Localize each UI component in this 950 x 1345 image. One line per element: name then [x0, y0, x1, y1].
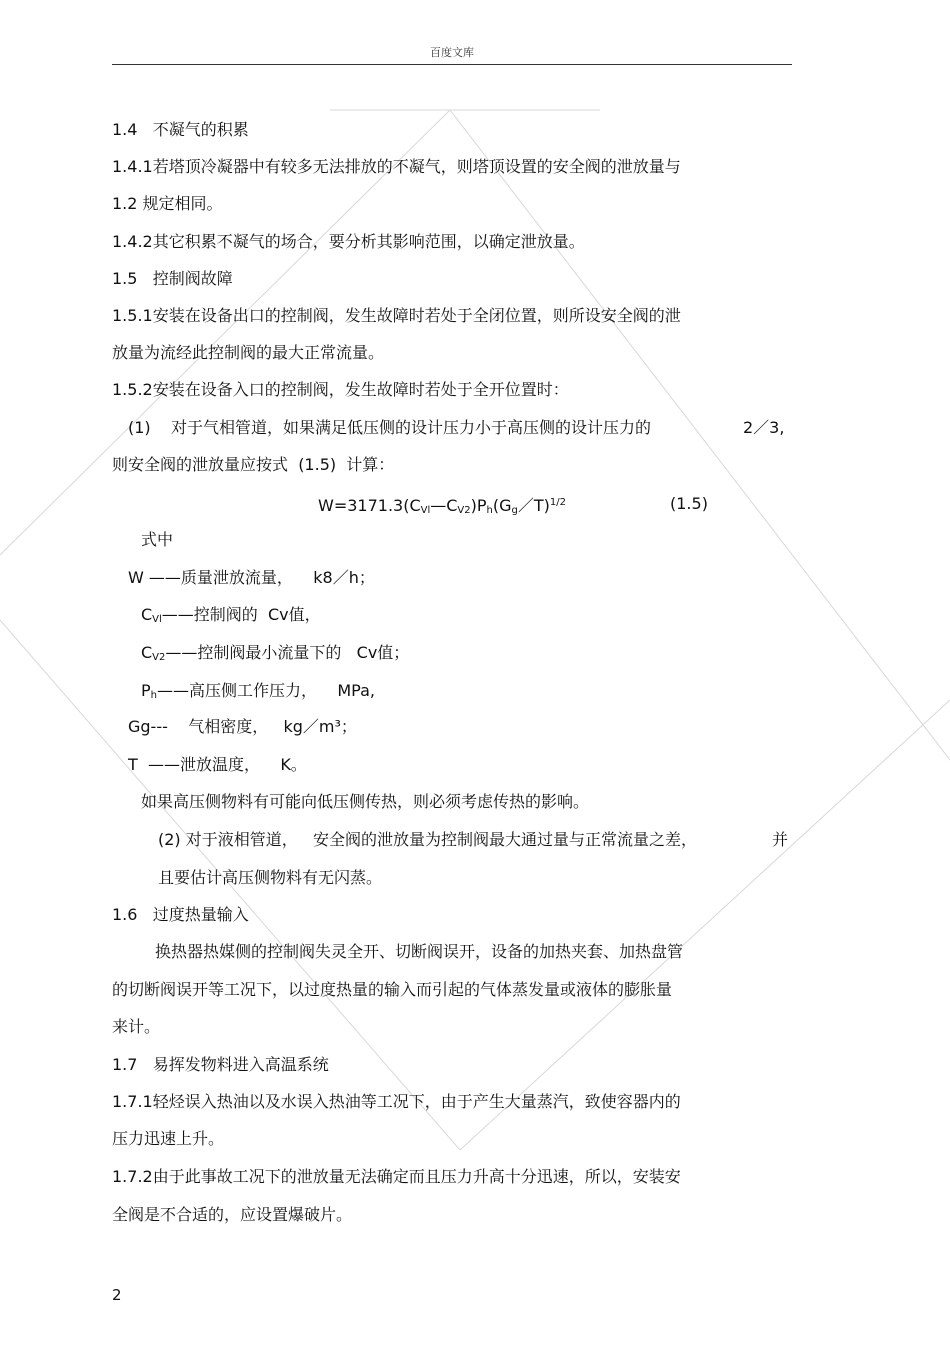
unit: Cv值， — [267, 605, 321, 624]
paragraph-1-5-2 — [112, 380, 569, 400]
item-2-line2: 且要估计高压侧物料有无闪蒸。 — [158, 868, 383, 887]
item-1-line2 — [112, 455, 394, 475]
section-heading-1-6 — [112, 905, 249, 925]
paragraph-1-6-line1: 换热器热媒侧的控制阀失灵全开、切断阀误开，设备的加热夹套、加热盘管 — [155, 942, 684, 961]
unit: kg／m³； — [283, 717, 357, 736]
symbol: C — [141, 605, 153, 624]
item-number: (1) — [128, 418, 151, 437]
item-1-line1 — [128, 418, 651, 438]
clause-number: 1.5.1 — [112, 306, 153, 325]
formula-part: W=3171.3(C — [318, 496, 421, 515]
formula-part: (G — [492, 496, 512, 515]
equation-number: (1.5) — [670, 494, 708, 513]
symbol: T — [128, 755, 138, 774]
clause-text: 其它积累不凝气的场合，要分析其影响范围，以确定泄放量。 — [152, 232, 585, 251]
symbol: W — [128, 568, 144, 587]
definition-text: ——质量泄放流量， — [148, 568, 293, 587]
symbol: Gg--- — [128, 717, 168, 736]
section-heading-1-4 — [112, 120, 249, 140]
symbol-subscript: h — [150, 690, 157, 701]
definition-ph — [141, 681, 375, 701]
clause-number: 1.4.2 — [112, 232, 153, 251]
section-number: 1.5 — [112, 269, 138, 288]
definition-t — [128, 755, 307, 775]
definition-text: ——控制阀最小流量下的 — [165, 643, 342, 662]
clause-text: 安装在设备入口的控制阀，发生故障时若处于全开位置时： — [152, 380, 569, 399]
paragraph-1-5-1-line1 — [112, 306, 681, 326]
clause-number: 1.5.2 — [112, 380, 153, 399]
clause-number: 1.7.1 — [112, 1092, 153, 1111]
paragraph-1-6-line2: 的切断阀误开等工况下，以过度热量的输入而引起的气体蒸发量或液体的膨胀量 — [112, 980, 673, 999]
symbol-subscript: V2 — [152, 652, 166, 663]
page-number: 2 — [112, 1286, 122, 1304]
paragraph-1-4-1-line1 — [112, 157, 681, 177]
formula-1-5 — [318, 493, 566, 516]
clause-text: 安装在设备出口的控制阀，发生故障时若处于全闭位置，则所设安全阀的泄 — [152, 306, 681, 325]
definition-cv1 — [141, 605, 321, 625]
symbol-subscript: Vl — [152, 614, 162, 625]
formula-part: )P — [470, 496, 487, 515]
unit: Cv值； — [356, 643, 410, 662]
paragraph-1-6-line3: 来计。 — [112, 1017, 161, 1036]
formula-part: ／T) — [517, 496, 550, 515]
item-1-ratio: 2／3, — [743, 418, 785, 437]
definition-text: ——高压侧工作压力， — [157, 681, 318, 700]
clause-text: 若塔顶冷凝器中有较多无法排放的不凝气，则塔顶设置的安全阀的泄放量与 — [152, 157, 681, 176]
paragraph-1-7-1-line2: 压力迅速上升。 — [112, 1129, 225, 1148]
section-number: 1.4 — [112, 120, 138, 139]
formula-subscript: h — [486, 505, 493, 516]
unit: MPa, — [337, 681, 375, 700]
paragraph-1-4-1-line2: 1.2 规定相同。 — [112, 194, 223, 213]
section-title: 过度热量输入 — [152, 905, 249, 924]
section-title: 易挥发物料进入高温系统 — [152, 1055, 329, 1074]
definition-text: 气相密度， — [188, 717, 269, 736]
item-text: 对于气相管道，如果满足低压侧的设计压力小于高压侧的设计压力的 — [171, 418, 652, 437]
item-text: 对于液相管道， — [185, 830, 298, 849]
formula-part: —C — [430, 496, 458, 515]
item-2-continuation: 并 — [772, 830, 789, 849]
formula-superscript: 1/2 — [549, 497, 566, 508]
paragraph-1-7-1-line1 — [112, 1092, 681, 1112]
definition-cv2 — [141, 643, 409, 663]
definition-text: ——控制阀的 — [161, 605, 258, 624]
clause-number: 1.4.1 — [112, 157, 153, 176]
clause-number: 1.7.2 — [112, 1167, 153, 1186]
section-heading-1-5 — [112, 269, 233, 289]
clause-text: 由于此事故工况下的泄放量无法确定而且压力升高十分迅速，所以，安装安 — [152, 1167, 681, 1186]
page-header: 百度文库 — [430, 46, 474, 59]
item-text: 安全阀的泄放量为控制阀最大通过量与正常流量之差， — [313, 830, 698, 849]
item-2-line1 — [158, 830, 697, 850]
paragraph-1-7-2-line2: 全阀是不合适的，应设置爆破片。 — [112, 1205, 353, 1224]
header-rule — [112, 64, 792, 65]
paragraph-1-5-1-line2: 放量为流经此控制阀的最大正常流量。 — [112, 343, 385, 362]
item-text: 计算： — [346, 455, 395, 474]
clause-text: 轻烃误入热油以及水误入热油等工况下，由于产生大量蒸汽，致使容器内的 — [152, 1092, 681, 1111]
unit: K。 — [280, 755, 307, 774]
item-number: (2) — [158, 830, 181, 849]
paragraph-1-4-2 — [112, 232, 585, 252]
item-text: 则安全阀的泄放量应按式 — [112, 455, 289, 474]
formula-subscript: Vl — [420, 505, 431, 516]
symbol: P — [141, 681, 151, 700]
section-title: 控制阀故障 — [152, 269, 233, 288]
definition-text: ——泄放温度， — [147, 755, 260, 774]
section-number: 1.7 — [112, 1055, 138, 1074]
formula-reference: (1.5) — [298, 455, 337, 474]
definition-gg — [128, 717, 357, 737]
section-title: 不凝气的积累 — [152, 120, 249, 139]
unit: k8／h； — [313, 568, 375, 587]
section-heading-1-7 — [112, 1055, 329, 1075]
where-label: 式中 — [141, 530, 174, 549]
paragraph-1-7-2-line1 — [112, 1167, 681, 1187]
formula-subscript: g — [511, 505, 518, 516]
symbol: C — [141, 643, 153, 662]
heat-transfer-note: 如果高压侧物料有可能向低压侧传热，则必须考虑传热的影响。 — [141, 792, 590, 811]
formula-subscript: V2 — [457, 505, 471, 516]
section-number: 1.6 — [112, 905, 138, 924]
definition-w — [128, 568, 375, 588]
